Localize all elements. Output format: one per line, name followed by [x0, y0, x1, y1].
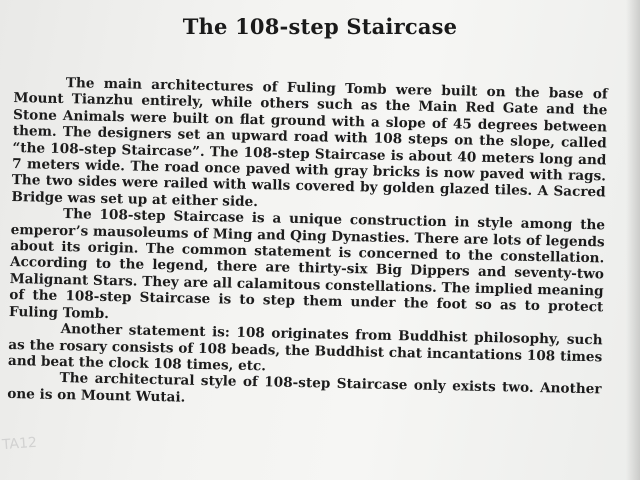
paragraph-architecture: The main architectures of Fuling Tomb were built on the base of Mount Tianzhu entirely, while others such as the Main Red Gate and the Stone Animals were built on flat ground with a slope of 45 degrees between them. The designers set an upward road with 108 steps on the slope, called “the 108-step Staircase”. The 108-step Staircase is about 40 meters long and 7 meters wide. The road once paved with gray bricks is now paved with rags. The two sides were railed with walls covered by golden glazed tiles. A Sacred Bridge was set up at either side.	[11, 75, 608, 210]
sign-body	[7, 74, 608, 414]
paragraph-buddhist: Another statement is: 108 originates from Buddhist philosophy, such as the rosary consists of 108 beads, the Buddhist chat incantations 108 times and beat the clock 108 times, etc.	[7, 321, 603, 375]
sign-title: The 108-step Staircase	[182, 14, 458, 39]
photo-watermark: TA12	[1, 434, 38, 454]
paragraph-legend: The 108-step Staircase is a unique construction in style among the emperor’s mausoleums of Ming and Qing Dynasties. There are lots of legends about its origin. The common statement is concerned to the constellation. According to the legend, there are thirty-six Big Dippers and seventy-two Malignant Stars. They are all calamitous constellations. The implied meaning of the 108-step Staircase is to step them under the foot so as to protect Fuling Tomb.	[8, 206, 606, 322]
paragraph-style: The architectural style of 108-step Staircase only exists two. Another one is on Mount Wutai.	[7, 370, 602, 406]
sign-edge-shadow	[626, 0, 640, 480]
